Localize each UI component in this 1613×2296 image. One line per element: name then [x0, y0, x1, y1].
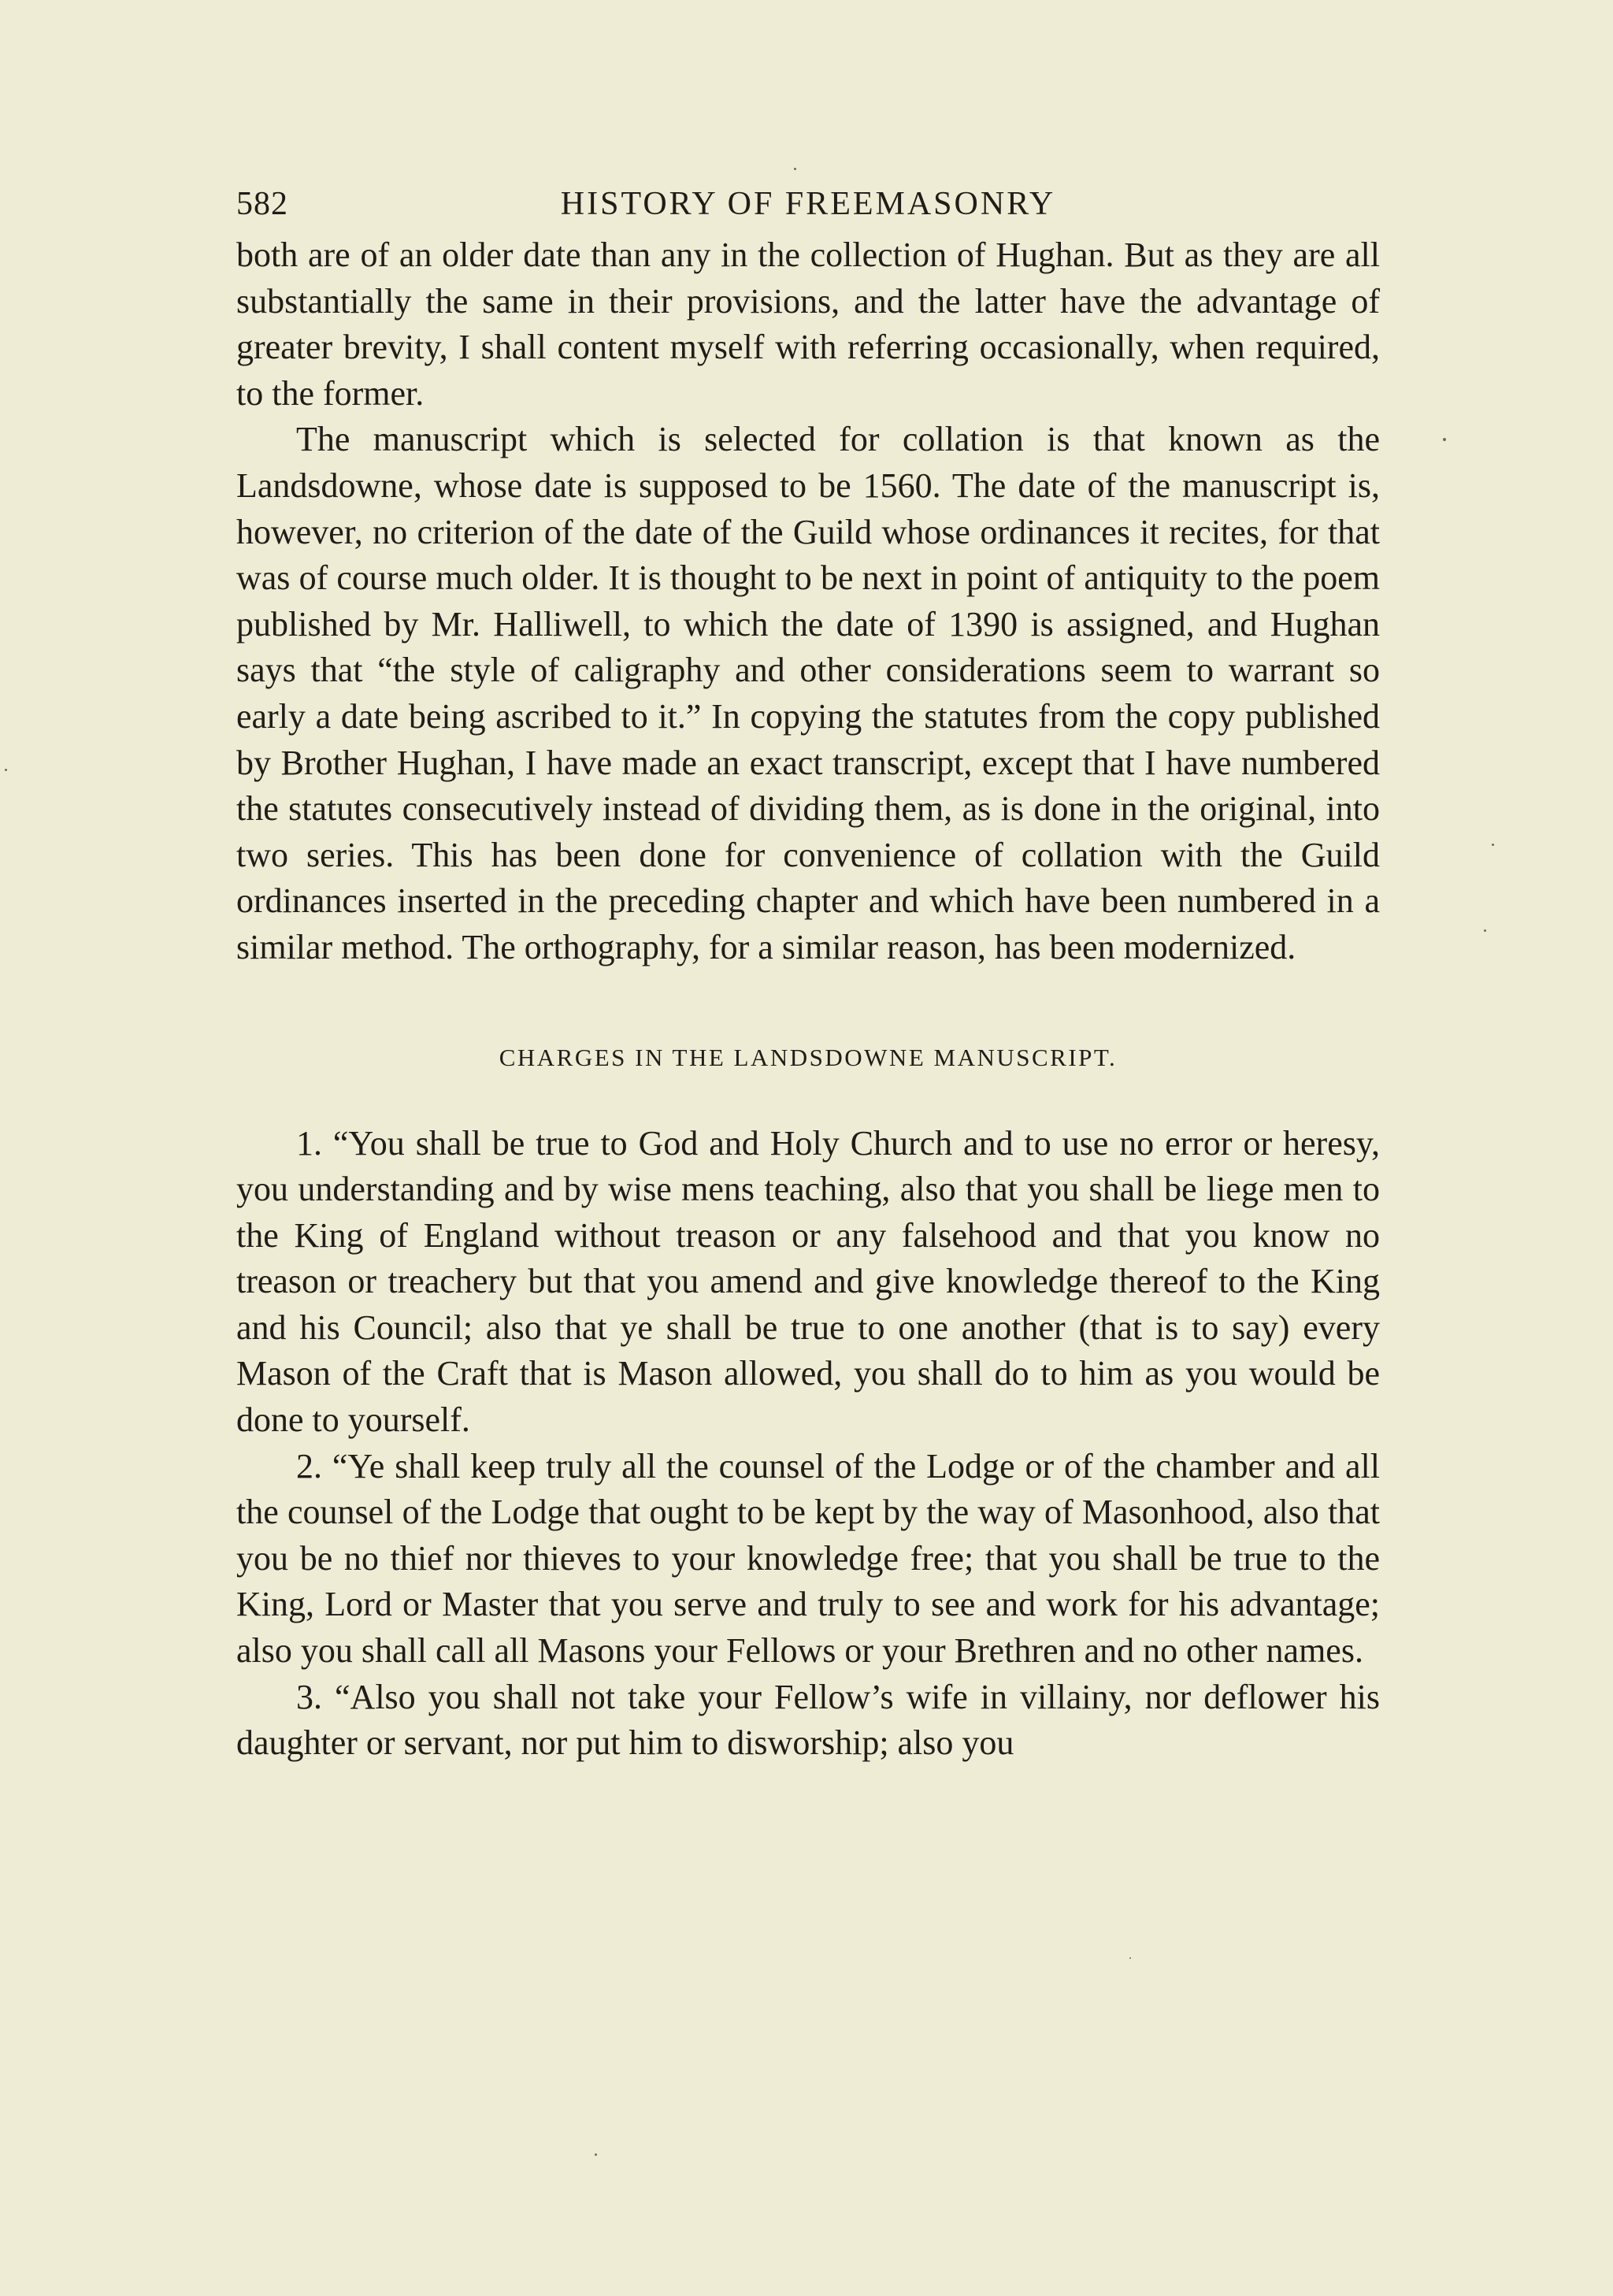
speck	[5, 769, 7, 771]
charge-2: 2. “Ye shall keep truly all the counsel of the Lodge or of the chamber and all the counsel of the Lodge that ought to be kept by the way of Masonhood, also that you be no thief nor thieves to your knowledge free; that you shall be true to the King, Lord or Master that you serve and truly to see and work for his advantage; also you shall call all Masons your Fellows or your Brethren and no other names.	[236, 1446, 1380, 1671]
running-title: HISTORY OF FREEMASONRY	[560, 186, 1056, 222]
body-text	[236, 232, 1380, 1767]
paragraph-continuation: both are of an older date than any in the collection of Hughan. But as they are all substantially the same in their provisions, and the latter have the advantage of greater brevity, I shall content myself with referring occasionally, when required, to the former.	[236, 236, 1380, 413]
running-head	[236, 177, 1380, 232]
paragraph-landsdowne-manuscript: The manuscript which is selected for collation is that known as the Landsdowne, whose date is supposed to be 1560. The date of the manuscript is, however, no criterion of the date of the Guild whose ordinances it recites, for that was of course much older. It is thought to be next in point of antiquity to the poem published by Mr. Halliwell, to which the date of 1390 is assigned, and Hughan says that “the style of caligraphy and other considerations seem to warrant so early a date being ascribed to it.” In copying the statutes from the copy published by Brother Hughan, I have made an exact transcript, except that I have numbered the statutes consecutively instead of dividing them, as is done in the original, into two series. This has been done for convenience of collation with the Guild ordinances inserted in the preceding chapter and which have been numbered in a similar method. The orthography, for a similar reason, has been modernized.	[236, 420, 1380, 966]
text-column	[236, 177, 1380, 1767]
speck	[794, 168, 796, 170]
charge-3: 3. “Also you shall not take your Fellow’s wife in villainy, nor deflower his daughter or servant, nor put him to disworship; also you	[236, 1677, 1380, 1763]
speck	[595, 2153, 597, 2156]
charge-1: 1. “You shall be true to God and Holy Church and to use no error or heresy, you understanding and by wise mens teaching, also that you shall be liege men to the King of England without treason or any falsehood and that you know no treason or treachery but that you amend and give knowledge thereof to the King and his Council; also that ye shall be true to one another (that is to say) every Mason of the Craft that is Mason allowed, you shall do to him as you would be done to yourself.	[236, 1123, 1380, 1440]
speck	[1443, 438, 1446, 441]
section-heading: CHARGES IN THE LANDSDOWNE MANUSCRIPT.	[499, 1043, 1118, 1071]
speck	[1129, 1957, 1131, 1959]
speck	[1484, 929, 1486, 932]
page-number: 582	[236, 186, 288, 222]
speck	[1492, 844, 1494, 846]
